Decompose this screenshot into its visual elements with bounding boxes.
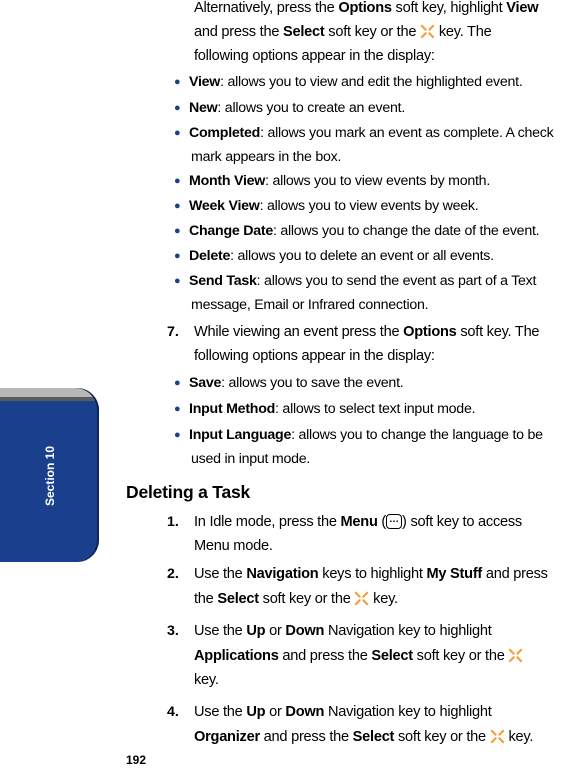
option-view: View: allows you to view and edit the highlighted event. bbox=[189, 74, 523, 90]
option-completed-cont: mark appears in the box. bbox=[191, 149, 342, 165]
section-tab-label: Section 10 bbox=[43, 445, 57, 507]
step-4-line-1: Use the Up or Down Navigation key to highlight bbox=[194, 704, 492, 720]
step-4-line-2: Organizer and press the Select soft key or the key. bbox=[194, 729, 534, 745]
intro-line-2: and press the Select soft key or the key. The bbox=[194, 24, 492, 40]
bullet-icon: ● bbox=[174, 250, 181, 262]
menu-softkey-icon bbox=[386, 514, 402, 529]
step-7-number: 7. bbox=[167, 324, 179, 340]
option-input-method: Input Method: allows to select text input mode. bbox=[189, 401, 476, 417]
option-change-date: Change Date: allows you to change the date of the event. bbox=[189, 223, 540, 239]
step-2-line-2: the Select soft key or the key. bbox=[194, 591, 398, 607]
step-7-line-2: following options appear in the display: bbox=[194, 348, 435, 364]
bullet-icon: ● bbox=[174, 225, 181, 237]
page-number: 192 bbox=[126, 753, 147, 767]
option-new: New: allows you to create an event. bbox=[189, 100, 406, 116]
bullet-icon: ● bbox=[174, 403, 181, 415]
step-3-line-1: Use the Up or Down Navigation key to highlight bbox=[194, 623, 492, 639]
step-2-number: 2. bbox=[167, 566, 179, 582]
bullet-icon: ● bbox=[174, 175, 181, 187]
option-save: Save: allows you to save the event. bbox=[189, 375, 404, 391]
select-softkey-icon bbox=[490, 729, 505, 744]
option-week-view: Week View: allows you to view events by week. bbox=[189, 198, 479, 214]
option-completed: Completed: allows you mark an event as complete. A check bbox=[189, 125, 554, 141]
step-1-number: 1. bbox=[167, 514, 179, 530]
step-1-line-2: Menu mode. bbox=[194, 538, 273, 554]
step-4-number: 4. bbox=[167, 704, 179, 720]
select-softkey-icon bbox=[508, 648, 523, 663]
option-input-language-cont: used in input mode. bbox=[191, 451, 311, 467]
step-3-line-3: key. bbox=[194, 672, 219, 688]
section-heading: Deleting a Task bbox=[126, 482, 251, 502]
step-3-number: 3. bbox=[167, 623, 179, 639]
bullet-icon: ● bbox=[174, 102, 181, 114]
select-softkey-icon bbox=[420, 24, 435, 39]
bullet-icon: ● bbox=[174, 200, 181, 212]
option-delete: Delete: allows you to delete an event or all events. bbox=[189, 248, 494, 264]
step-1-line-1: In Idle mode, press the Menu (… ) soft key to access bbox=[194, 513, 522, 531]
intro-line-3: following options appear in the display: bbox=[194, 48, 435, 64]
option-input-language: Input Language: allows you to change the language to be bbox=[189, 427, 543, 443]
bullet-icon: ● bbox=[174, 76, 181, 88]
intro-line-1: Alternatively, press the Options soft key, highlight View bbox=[194, 0, 539, 16]
bullet-icon: ● bbox=[174, 377, 181, 389]
option-send-task-cont: message, Email or Infrared connection. bbox=[191, 297, 429, 313]
step-3-line-2: Applications and press the Select soft key or the bbox=[194, 647, 523, 665]
step-2-line-1: Use the Navigation keys to highlight My Stuff and press bbox=[194, 566, 548, 582]
option-month-view: Month View: allows you to view events by month. bbox=[189, 173, 491, 189]
option-send-task: Send Task: allows you to send the event as part of a Text bbox=[189, 273, 537, 289]
bullet-icon: ● bbox=[174, 275, 181, 287]
select-softkey-icon bbox=[354, 591, 369, 606]
bullet-icon: ● bbox=[174, 429, 181, 441]
step-7-line-1: While viewing an event press the Options soft key. The bbox=[194, 324, 540, 340]
bullet-icon: ● bbox=[174, 127, 181, 139]
